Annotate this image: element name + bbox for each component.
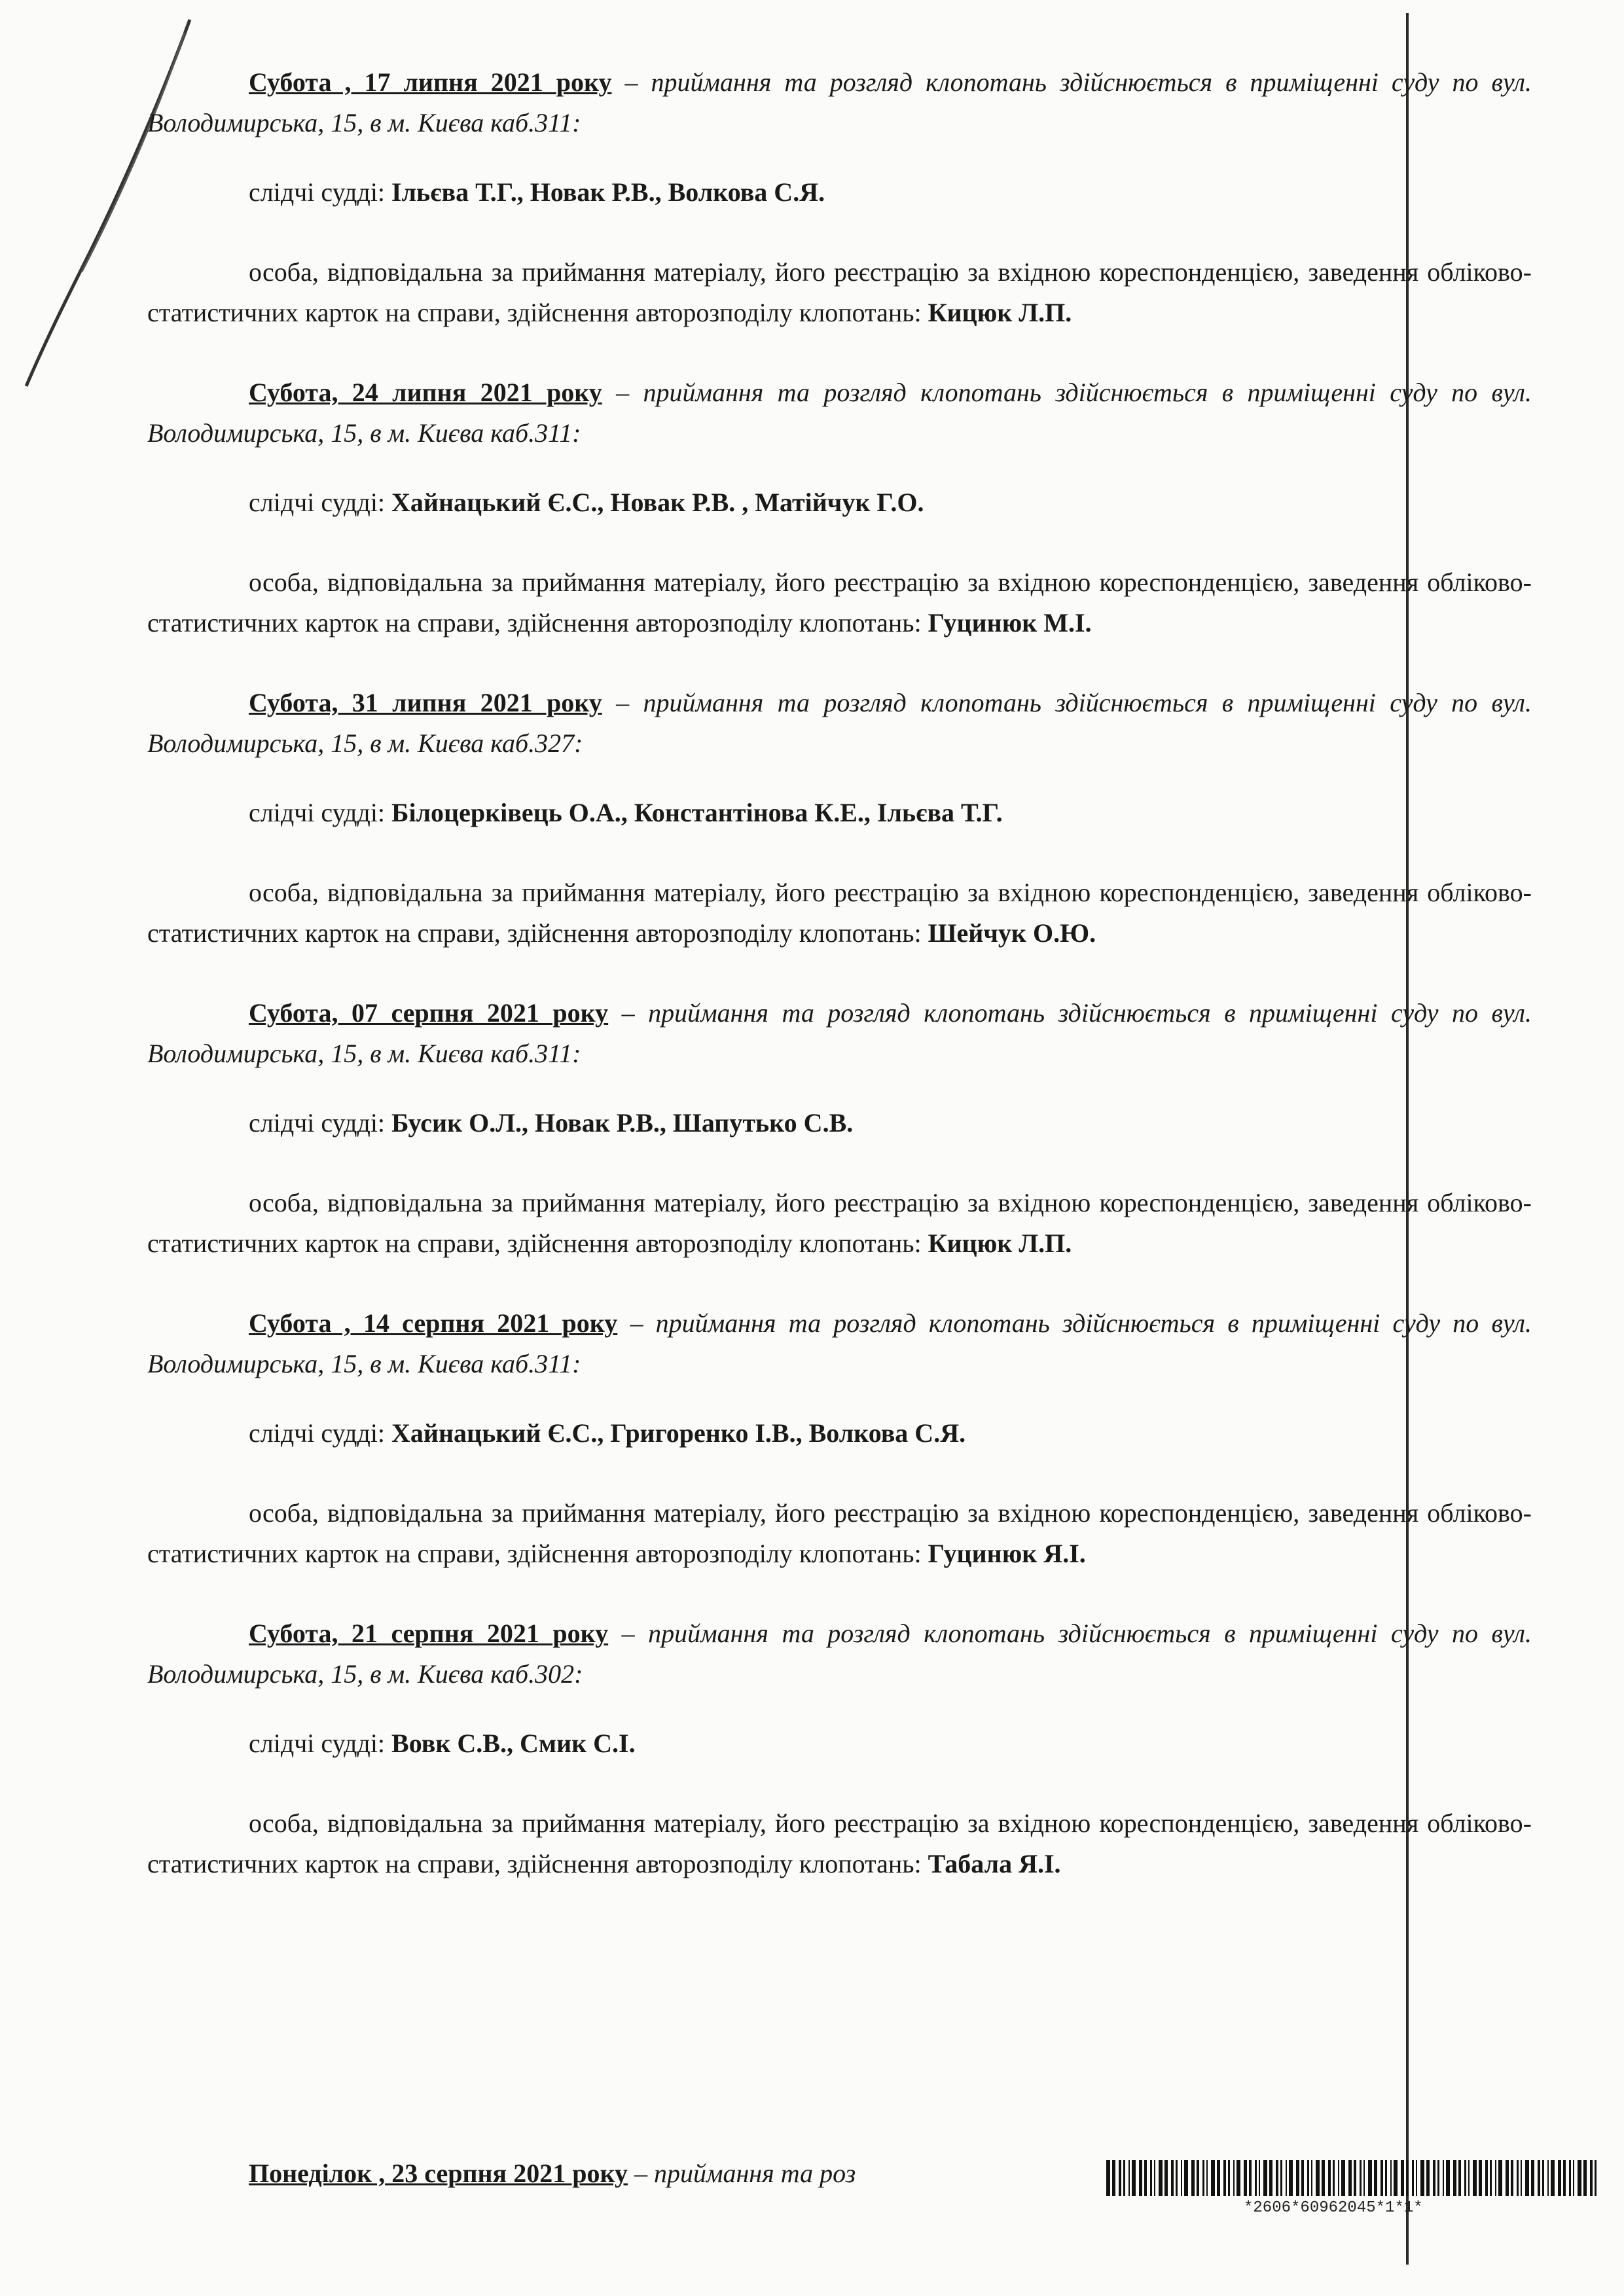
barcode-bar	[1578, 2160, 1581, 2196]
barcode-bar	[1348, 2160, 1352, 2196]
responsible-text: особа, відповідальна за приймання матеріалу, його реєстрацію за вхідною кореспонденцією, заведення обліково-статистичних карток на справи, здійснення авторозподілу клопотань:	[147, 567, 1532, 637]
barcode-bar	[1354, 2160, 1356, 2196]
barcode-bar	[1390, 2160, 1392, 2196]
barcode-bar	[1144, 2160, 1147, 2196]
barcode-bar	[1328, 2160, 1331, 2196]
judges-label: слідчі судді:	[249, 1729, 392, 1758]
responsible-person-paragraph	[147, 252, 1532, 333]
barcode-bar	[1206, 2160, 1208, 2196]
day-line	[147, 372, 1532, 454]
barcode-bar	[1368, 2160, 1372, 2196]
responsible-person-paragraph	[147, 872, 1532, 954]
location-info: – приймання та розгляд клопотань здійснюється в приміщенні суду по вул. Володимирська, 15, в м. Києва каб.327:	[147, 688, 1532, 758]
judges-label: слідчі судді:	[249, 798, 392, 827]
barcode-bar	[1123, 2160, 1125, 2196]
date-heading: Субота , 14 серпня 2021 року	[249, 1308, 618, 1338]
barcode-bar	[1360, 2160, 1362, 2196]
location-info: – приймання та розгляд клопотань здійснюється в приміщенні суду по вул. Володимирська, 15, в м. Києва каб.302:	[147, 1619, 1532, 1689]
barcode-bar	[1446, 2160, 1450, 2196]
barcode-bar	[1139, 2160, 1142, 2196]
day-line	[147, 1613, 1532, 1695]
barcode-bar	[1420, 2160, 1424, 2196]
judges-line	[147, 1103, 1532, 1143]
barcode	[1106, 2160, 1604, 2196]
barcode-bar	[1380, 2160, 1383, 2196]
responsible-text: особа, відповідальна за приймання матеріалу, його реєстрацію за вхідною кореспонденцією, заведення обліково-статистичних карток на справи, здійснення авторозподілу клопотань:	[147, 1188, 1532, 1258]
barcode-bar	[1311, 2160, 1312, 2196]
barcode-bar	[1223, 2160, 1226, 2196]
day-line	[147, 683, 1532, 764]
date-heading: Субота, 21 серпня 2021 року	[249, 1619, 609, 1648]
barcode-bar	[1341, 2160, 1345, 2196]
schedule-entry	[147, 1613, 1532, 1884]
barcode-bar	[1464, 2160, 1466, 2196]
barcode-bar	[1468, 2160, 1470, 2196]
barcode-bar	[1211, 2160, 1215, 2196]
barcode-bar	[1590, 2160, 1593, 2196]
barcode-bar	[1374, 2160, 1377, 2196]
schedule-entry	[147, 993, 1532, 1264]
barcode-bar	[1458, 2160, 1461, 2196]
barcode-bar	[1473, 2160, 1477, 2196]
schedule-entry	[147, 372, 1532, 643]
barcode-bar	[1531, 2160, 1534, 2196]
location-info: – приймання та роз	[627, 2159, 856, 2188]
barcode-bar	[1416, 2160, 1417, 2196]
barcode-bar	[1301, 2160, 1304, 2196]
judges-names: Ільєва Т.Г., Новак Р.В., Волкова С.Я.	[391, 177, 825, 207]
barcode-bar	[1558, 2160, 1561, 2196]
schedule-entry	[147, 683, 1532, 954]
barcode-bar	[1269, 2160, 1272, 2196]
barcode-bar	[1132, 2160, 1136, 2196]
judges-label: слідчі судді:	[249, 488, 392, 517]
judges-names: Білоцерківець О.А., Константінова К.Е., Ільєва Т.Г.	[391, 798, 1003, 827]
barcode-bar	[1437, 2160, 1439, 2196]
barcode-bar	[1479, 2160, 1482, 2196]
barcode-bar	[1538, 2160, 1540, 2196]
barcode-bar	[1181, 2160, 1182, 2196]
barcode-bar	[1176, 2160, 1178, 2196]
responsible-person-paragraph	[147, 1803, 1532, 1884]
barcode-bar	[1495, 2160, 1496, 2196]
responsible-name: Табала Я.І.	[928, 1849, 1061, 1878]
barcode-bar	[1525, 2160, 1529, 2196]
barcode-bar	[1385, 2160, 1387, 2196]
barcode-bar	[1363, 2160, 1365, 2196]
barcode-bar	[1280, 2160, 1282, 2196]
barcode-bar	[1202, 2160, 1204, 2196]
date-heading: Субота, 07 серпня 2021 року	[249, 998, 609, 1028]
barcode-bar	[1228, 2160, 1230, 2196]
barcode-bar	[1150, 2160, 1152, 2196]
responsible-text: особа, відповідальна за приймання матеріалу, його реєстрацію за вхідною кореспонденцією, заведення обліково-статистичних карток на справи, здійснення авторозподілу клопотань:	[147, 1498, 1532, 1568]
barcode-bar	[1128, 2160, 1130, 2196]
location-info: – приймання та розгляд клопотань здійснюється в приміщенні суду по вул. Володимирська, 15, в м. Києва каб.311:	[147, 1308, 1532, 1378]
barcode-bar	[1485, 2160, 1488, 2196]
barcode-bar	[1154, 2160, 1155, 2196]
barcode-bar	[1276, 2160, 1278, 2196]
barcode-bar	[1286, 2160, 1287, 2196]
barcode-bar	[1197, 2160, 1199, 2196]
day-line	[147, 1303, 1532, 1384]
barcode-bar	[1453, 2160, 1456, 2196]
barcode-bar	[1426, 2160, 1430, 2196]
barcode-bar	[1401, 2160, 1404, 2196]
date-heading: Субота , 17 липня 2021 року	[249, 67, 612, 97]
barcode-bar	[1333, 2160, 1335, 2196]
barcode-bar	[1583, 2160, 1587, 2196]
barcode-bar	[1259, 2160, 1260, 2196]
barcode-bar	[1490, 2160, 1492, 2196]
responsible-name: Гуцинюк М.І.	[928, 608, 1092, 637]
responsible-name: Гуцинюк Я.І.	[928, 1539, 1086, 1568]
judges-names: Хайнацький Є.С., Новак Р.В. , Матійчук Г.О.	[391, 488, 924, 517]
barcode-bar	[1595, 2160, 1597, 2196]
responsible-person-paragraph	[147, 1493, 1532, 1574]
judges-line	[147, 1723, 1532, 1764]
barcode-bar	[1412, 2160, 1414, 2196]
date-heading: Субота, 31 липня 2021 року	[249, 688, 602, 717]
responsible-name: Кицюк Л.П.	[928, 1229, 1072, 1258]
judges-label: слідчі судді:	[249, 177, 392, 207]
barcode-bar	[1551, 2160, 1555, 2196]
barcode-bar	[1322, 2160, 1325, 2196]
barcode-bar	[1164, 2160, 1168, 2196]
barcode-bar	[1263, 2160, 1267, 2196]
schedule-entry	[147, 62, 1532, 333]
barcode-bar	[1506, 2160, 1509, 2196]
barcode-bar	[1498, 2160, 1502, 2196]
barcode-bar	[1542, 2160, 1544, 2196]
schedule-content	[147, 62, 1532, 1924]
barcode-bar	[1106, 2160, 1110, 2196]
barcode-bar	[1119, 2160, 1121, 2196]
barcode-bar	[1394, 2160, 1398, 2196]
barcode-bar	[1443, 2160, 1444, 2196]
judges-label: слідчі судді:	[249, 1108, 392, 1138]
truncated-day-line	[249, 2153, 1165, 2194]
day-line	[147, 62, 1532, 143]
barcode-text: *2606*60962045*1*1*	[1244, 2199, 1423, 2217]
responsible-person-paragraph	[147, 1183, 1532, 1264]
barcode-bar	[1244, 2160, 1247, 2196]
barcode-bar	[1171, 2160, 1174, 2196]
barcode-bar	[1236, 2160, 1240, 2196]
barcode-bar	[1547, 2160, 1549, 2196]
responsible-person-paragraph	[147, 562, 1532, 643]
barcode-bar	[1112, 2160, 1115, 2196]
barcode-bar	[1573, 2160, 1574, 2196]
responsible-name: Шейчук О.Ю.	[928, 918, 1096, 948]
responsible-name: Кицюк Л.П.	[928, 298, 1072, 327]
day-line	[147, 993, 1532, 1074]
barcode-bar	[1433, 2160, 1435, 2196]
schedule-entry	[147, 1303, 1532, 1574]
location-info: – приймання та розгляд клопотань здійснюється в приміщенні суду по вул. Володимирська, 15, в м. Києва каб.311:	[147, 378, 1532, 448]
responsible-text: особа, відповідальна за приймання матеріалу, його реєстрацію за вхідною кореспонденцією, заведення обліково-статистичних карток на справи, здійснення авторозподілу клопотань:	[147, 1808, 1532, 1878]
location-info: – приймання та розгляд клопотань здійснюється в приміщенні суду по вул. Володимирська, 15, в м. Києва каб.311:	[147, 998, 1532, 1068]
judges-names: Вовк С.В., Смик С.І.	[391, 1729, 636, 1758]
barcode-bar	[1233, 2160, 1235, 2196]
barcode-bar	[1217, 2160, 1220, 2196]
barcode-bar	[1255, 2160, 1257, 2196]
judges-line	[147, 172, 1532, 213]
barcode-bar	[1159, 2160, 1163, 2196]
barcode-bar	[1406, 2160, 1409, 2196]
location-info: – приймання та розгляд клопотань здійснюється в приміщенні суду по вул. Володимирська, 15, в м. Києва каб.311:	[147, 67, 1532, 137]
barcode-bar	[1307, 2160, 1309, 2196]
responsible-text: особа, відповідальна за приймання матеріалу, його реєстрацію за вхідною кореспонденцією, заведення обліково-статистичних карток на справи, здійснення авторозподілу клопотань:	[147, 257, 1532, 327]
barcode-bar	[1249, 2160, 1252, 2196]
barcode-bar	[1563, 2160, 1566, 2196]
judges-line	[147, 482, 1532, 523]
barcode-bar	[1296, 2160, 1299, 2196]
barcode-bar	[1184, 2160, 1188, 2196]
barcode-bar	[1521, 2160, 1522, 2196]
judges-names: Бусик О.Л., Новак Р.В., Шапутько С.В.	[391, 1108, 854, 1138]
barcode-bar	[1338, 2160, 1339, 2196]
barcode-bar	[1569, 2160, 1571, 2196]
judges-names: Хайнацький Є.С., Григоренко І.В., Волкова С.Я.	[391, 1418, 966, 1448]
barcode-bar	[1517, 2160, 1519, 2196]
judges-label: слідчі судді:	[249, 1418, 392, 1448]
barcode-bar	[1289, 2160, 1293, 2196]
barcode-bar	[1191, 2160, 1195, 2196]
responsible-text: особа, відповідальна за приймання матеріалу, його реєстрацію за вхідною кореспонденцією, заведення обліково-статистичних карток на справи, здійснення авторозподілу клопотань:	[147, 878, 1532, 948]
barcode-bar	[1511, 2160, 1513, 2196]
date-heading: Понеділок , 23 серпня 2021 року	[249, 2159, 628, 2188]
date-heading: Субота, 24 липня 2021 року	[249, 378, 602, 407]
judges-line	[147, 793, 1532, 833]
judges-line	[147, 1413, 1532, 1454]
barcode-bar	[1316, 2160, 1320, 2196]
